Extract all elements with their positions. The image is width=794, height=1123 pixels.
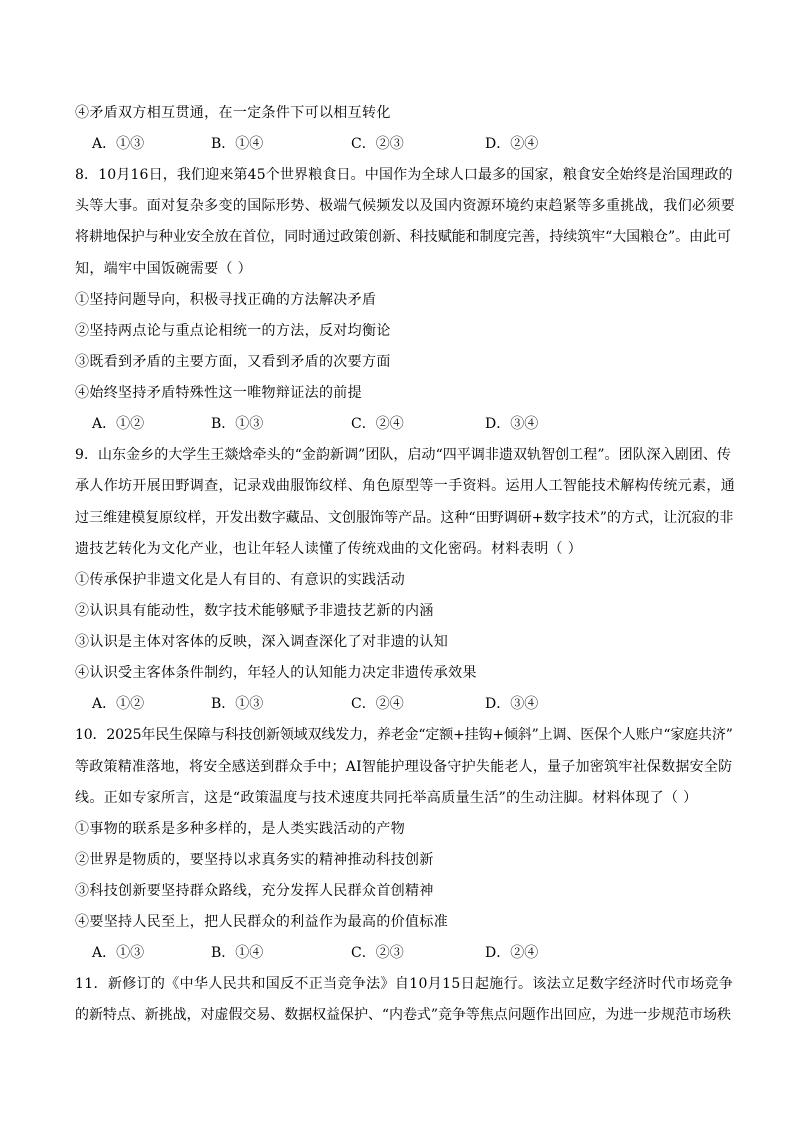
q10-option-c[interactable]: C．②③ (351, 945, 404, 961)
q10-statement-4: ④要坚持人民至上，把人民群众的利益作为最高的价值标准 (75, 914, 449, 930)
q9-option-c[interactable]: C．②④ (351, 696, 404, 712)
q8-stem-line-3: 将耕地保护与种业安全放在首位，同时通过政策创新、科技赋能和制度完善，持续筑牢“大国粮仓”。由此可 (75, 229, 731, 245)
q8-statement-2: ②坚持两点论与重点论相统一的方法，反对均衡论 (75, 323, 391, 339)
q8-stem-line-1: 8．10月16日，我们迎来第45个世界粮食日。中国作为全球人口最多的国家，粮食安全始终是治国理政的 (75, 167, 733, 183)
q7-option-d[interactable]: D．②④ (485, 136, 539, 152)
q8-statement-3: ③既看到矛盾的主要方面，又看到矛盾的次要方面 (75, 354, 391, 370)
q9-stem-line-4: 遗技艺转化为文化产业，也让年轻人读懂了传统戏曲的文化密码。材料表明（ ） (75, 541, 583, 557)
q7-option-c[interactable]: C．②③ (351, 136, 404, 152)
q9-stem-line-3: 过三维建模复原纹样，开发出数字藏品、文创服饰等产品。这种“田野调研+数字技术”的方式，让沉寂的非 (75, 510, 734, 526)
q11-stem-line-1: 11．新修订的《中华人民共和国反不正当竞争法》自10月15日起施行。该法立足数字经济时代市场竞争 (75, 976, 734, 992)
q9-options (92, 695, 732, 713)
q10-option-b[interactable]: B．①④ (211, 945, 264, 961)
q9-statement-2: ②认识具有能动性，数字技术能够赋予非遗技艺新的内涵 (75, 603, 434, 619)
q9-option-b[interactable]: B．①③ (211, 696, 264, 712)
q10-option-a[interactable]: A．①③ (92, 945, 145, 961)
q8-option-d[interactable]: D．③④ (485, 416, 539, 432)
q8-option-a[interactable]: A．①② (92, 416, 145, 432)
q11-stem-line-2: 的新特点、新挑战，对虚假交易、数据权益保护、“内卷式”竞争等焦点问题作出回应，为进一步规范市场秩 (75, 1007, 731, 1023)
q7-option-b[interactable]: B．①④ (211, 136, 264, 152)
q8-stem-line-4: 知，端牢中国饭碗需要（ ） (75, 261, 252, 277)
q7-statement-4: ④矛盾双方相互贯通，在一定条件下可以相互转化 (75, 105, 391, 121)
q10-statement-1: ①事物的联系是多种多样的，是人类实践活动的产物 (75, 821, 406, 837)
q9-stem-line-2: 承人作坊开展田野调查，记录戏曲服饰纹样、角色原型等一手资料。运用人工智能技术解构传统元素，通 (75, 478, 736, 494)
q10-statement-3: ③科技创新要坚持群众路线，充分发挥人民群众首创精神 (75, 883, 434, 899)
q9-stem-line-1: 9．山东金乡的大学生王燚焓牵头的“金韵新调”团队，启动“四平调非遗双轨智创工程”。团队深入剧团、传 (75, 447, 731, 463)
q9-option-d[interactable]: D．③④ (485, 696, 539, 712)
q10-option-d[interactable]: D．②④ (485, 945, 539, 961)
q8-statement-4: ④始终坚持矛盾特殊性这一唯物辩证法的前提 (75, 385, 362, 401)
q8-options (92, 415, 732, 433)
q8-option-c[interactable]: C．②④ (351, 416, 404, 432)
q10-stem-line-1: 10．2025年民生保障与科技创新领域双线发力，养老金“定额+挂钩+倾斜”上调、医保个人账户“家庭共济” (75, 727, 733, 743)
q8-option-b[interactable]: B．①③ (211, 416, 264, 432)
q8-statement-1: ①坚持问题导向，积极寻找正确的方法解决矛盾 (75, 292, 377, 308)
q10-stem-line-3: 线。正如专家所言，这是“政策温度与技术速度共同托举高质量生活”的生动注脚。材料体现了（ ） (75, 790, 698, 806)
q9-statement-3: ③认识是主体对客体的反映，深入调查深化了对非遗的认知 (75, 634, 449, 650)
q9-option-a[interactable]: A．①② (92, 696, 145, 712)
q9-statement-4: ④认识受主客体条件制约，年轻人的认知能力决定非遗传承效果 (75, 665, 477, 681)
q7-option-a[interactable]: A．①③ (92, 136, 145, 152)
q8-stem-line-2: 头等大事。面对复杂多变的国际形势、极端气候频发以及国内资源环境约束趋紧等多重挑战，我们必须要 (75, 198, 736, 214)
q10-options (92, 944, 732, 962)
q10-stem-line-2: 等政策精准落地，将安全感送到群众手中；AI智能护理设备守护失能老人，量子加密筑牢社保数据安全防 (75, 759, 733, 775)
q7-options (92, 135, 732, 153)
q9-statement-1: ①传承保护非遗文化是人有目的、有意识的实践活动 (75, 572, 406, 588)
q10-statement-2: ②世界是物质的，要坚持以求真务实的精神推动科技创新 (75, 852, 434, 868)
